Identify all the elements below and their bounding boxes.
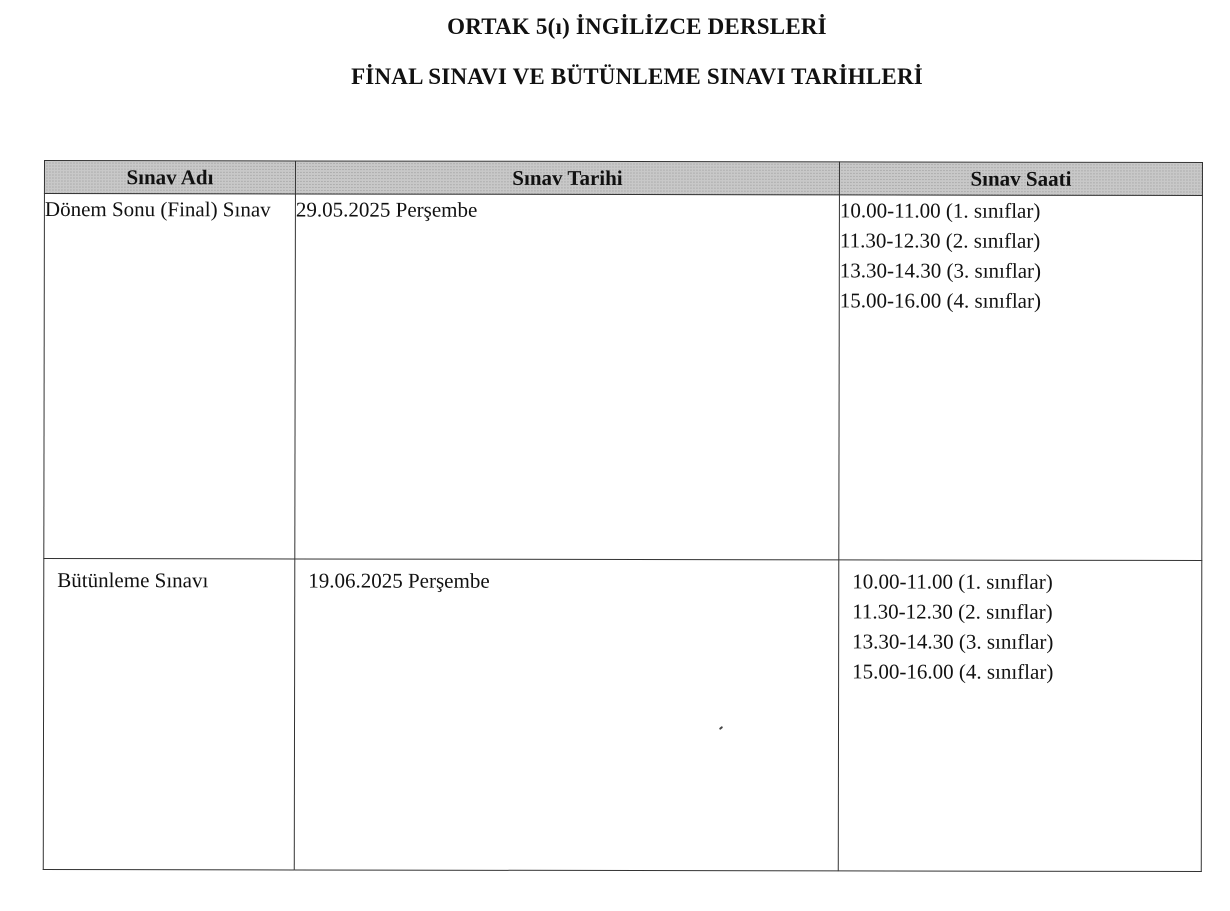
- table-row: [44, 194, 1203, 561]
- exam-schedule-table: [43, 160, 1203, 872]
- exam-date-text: 19.06.2025 Perşembe: [308, 568, 490, 593]
- cell-exam-times: [838, 560, 1202, 872]
- table-header-row: [44, 161, 1202, 196]
- time-slot: 15.00-16.00 (4. sınıflar): [852, 659, 1054, 684]
- cell-exam-date: [295, 194, 840, 560]
- cell-exam-date: [294, 559, 839, 871]
- time-slot: 15.00-16.00 (4. sınıflar): [839, 288, 1041, 313]
- time-slot: 13.30-14.30 (3. sınıflar): [839, 258, 1042, 283]
- header-exam-time: Sınav Saati: [839, 162, 1202, 196]
- time-slot: 13.30-14.30 (3. sınıflar): [852, 629, 1054, 654]
- time-slot: 11.30-12.30 (2. sınıflar): [852, 599, 1053, 624]
- document-title: ORTAK 5(ı) İNGİLİZCE DERSLERİ: [447, 14, 827, 39]
- cell-exam-name: [43, 559, 295, 870]
- cell-exam-name: [44, 194, 296, 559]
- document-subtitle: FİNAL SINAVI VE BÜTÜNLEME SINAVI TARİHLERİ: [351, 64, 923, 89]
- cell-exam-times: [839, 195, 1203, 561]
- header-exam-date: Sınav Tarihi: [295, 161, 839, 195]
- time-slot: 10.00-11.00 (1. sınıflar): [839, 198, 1041, 223]
- header-exam-name: Sınav Adı: [44, 161, 295, 194]
- exam-date-text: 29.05.2025 Perşembe: [295, 197, 478, 222]
- exam-name-text: Dönem Sonu (Final) Sınav: [44, 197, 271, 222]
- exam-name-text: Bütünleme Sınavı: [57, 568, 209, 593]
- table-row: [43, 559, 1202, 872]
- time-slot: 10.00-11.00 (1. sınıflar): [852, 569, 1053, 594]
- time-slot: 11.30-12.30 (2. sınıflar): [839, 228, 1041, 253]
